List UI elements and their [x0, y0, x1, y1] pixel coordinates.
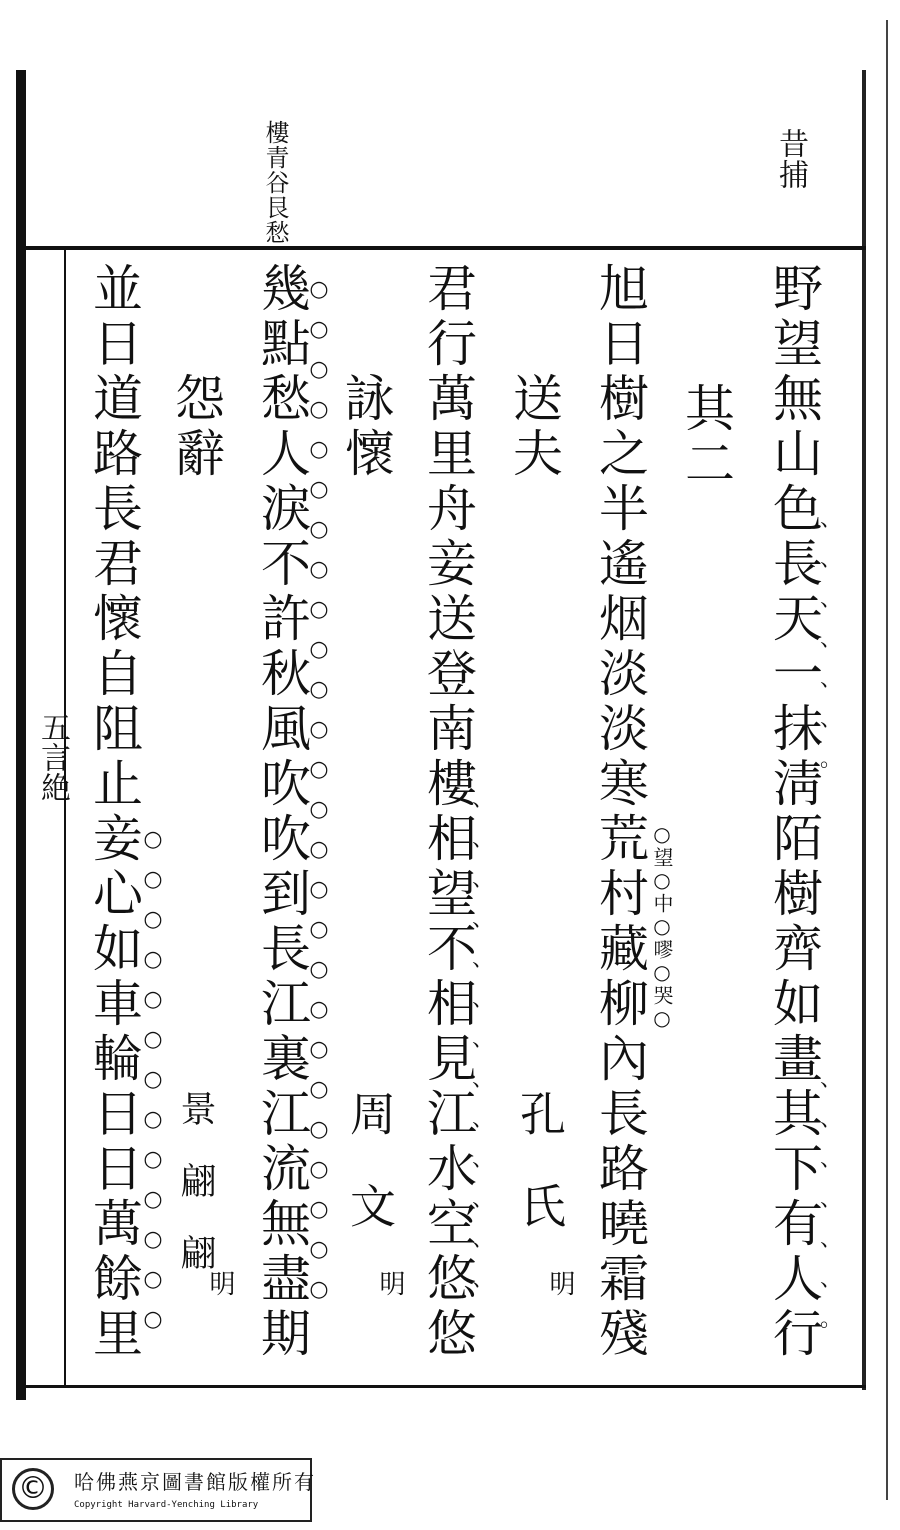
header-annotation-note: 樓青谷艮愁: [261, 120, 289, 245]
marks-column-7: ○ ○ ○ ○ ○ ○ ○ ○ ○ ○ ○ ○ ○ ○ ○ ○ ○ ○ ○ ○ ○ ○ ○ ○ ○ ○: [309, 277, 329, 1302]
text-column-1: 野望無山色長天一抹淸陌樹齊如畫其下有人行: [765, 262, 823, 1362]
variant-annotation: ○望○中○嘐○哭○: [650, 822, 674, 1031]
author-kong: 孔 氏: [513, 1090, 567, 1228]
text-column-3: 旭日樹之半遙烟淡淡寒荒村藏柳內長路曉霜殘: [591, 262, 649, 1362]
binding-edge: [16, 70, 26, 1400]
header-annotation-right: 昔捕: [773, 128, 808, 190]
copyright-icon: ©: [12, 1468, 54, 1510]
marks-column-5: 、 、 、 、 、 、 、 、 、 、 、 、 、: [471, 787, 494, 1292]
text-column-2: 其二: [677, 382, 735, 492]
frame-gutter-rule: [64, 250, 66, 1385]
author-jing-dynasty: 明: [205, 1270, 235, 1296]
text-column-9: 並日道路長君懷自阻止妾心如車輪日日萬餘里: [85, 262, 143, 1362]
copyright-box: [0, 1458, 316, 1522]
marks-column-1: 、 、 、 、 、 、 。: [819, 507, 842, 772]
text-column-8: 怨辭: [167, 372, 225, 482]
author-jing: 景 翩 翩: [175, 1090, 216, 1270]
gutter-label: 五言絶: [35, 712, 70, 802]
copyright-holder-cn: 哈佛燕京圖書館版權所有: [74, 1470, 316, 1494]
text-column-6: 詠懷: [337, 372, 395, 482]
frame-top-rule: [26, 246, 866, 250]
page-edge-rule-outer: [886, 20, 888, 1500]
marks-column-1b: 、 、 、 、 、 、 。: [819, 1067, 842, 1332]
page-edge-rule: [862, 70, 866, 1390]
author-zhou-dynasty: 明: [375, 1270, 405, 1296]
frame-bottom-rule: [26, 1385, 866, 1388]
text-column-5: 君行萬里舟妾送登南樓相望不相見江水空悠悠: [419, 262, 477, 1362]
author-kong-dynasty: 明: [545, 1270, 575, 1296]
text-column-7: 幾點愁人淚不許秋風吹吹到長江裏江流無盡期: [253, 262, 311, 1362]
copyright-holder-en: Copyright Harvard-Yenching Library: [74, 1500, 259, 1510]
text-column-4: 送夫: [505, 372, 563, 482]
marks-column-9: ○ ○ ○ ○ ○ ○ ○ ○ ○ ○ ○ ○ ○: [143, 827, 163, 1332]
author-zhou: 周 文: [343, 1090, 397, 1228]
